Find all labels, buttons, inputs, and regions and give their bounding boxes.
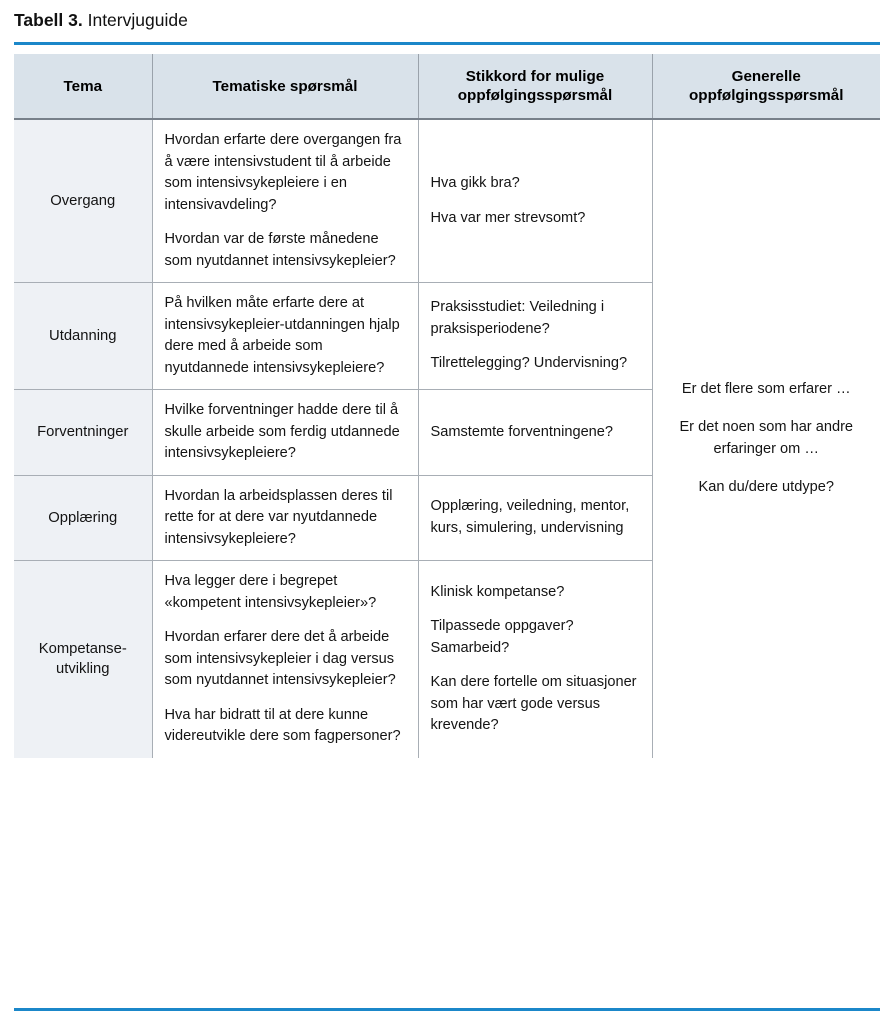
header-line: Tema	[63, 77, 103, 95]
keyword-paragraph: Kan dere fortelle om situasjoner som har vært gode versus krevende?	[430, 674, 637, 734]
caption-text: Intervjuguide	[82, 10, 188, 30]
column-header-tema	[14, 54, 152, 119]
table-header	[14, 54, 880, 119]
cell-tematiske-sporsmal	[152, 561, 418, 758]
cell-tematiske-sporsmal	[152, 119, 418, 283]
top-accent-rule	[14, 42, 880, 45]
tema-label-line: utvikling	[56, 661, 110, 678]
question-paragraph: På hvilken måte erfarte dere at intensivsykepleier-utdanningen hjalp dere med å arbeide som nyutdannede intensivsykepleiere?	[164, 295, 400, 376]
header-line: oppfølgingsspørsmål	[457, 87, 613, 104]
cell-tematiske-sporsmal	[152, 283, 418, 390]
keyword-paragraph: Klinisk kompetanse?	[430, 583, 565, 600]
cell-tema	[14, 119, 152, 283]
interview-guide-table-wrapper	[14, 54, 880, 758]
column-header-generelle	[652, 54, 880, 119]
cell-tema	[14, 283, 152, 390]
keyword-paragraph: Opplæring, veiledning, mentor, kurs, simulering, undervisning	[430, 498, 630, 536]
tema-label-line: Kompetanse-	[38, 641, 127, 658]
header-line: oppfølgingsspørsmål	[689, 87, 844, 104]
tema-label: Utdanning	[49, 328, 117, 344]
cell-generelle-oppfolgingssporsmal	[652, 119, 880, 758]
question-paragraph: Hvilke forventninger hadde dere til å skulle arbeide som ferdig utdannede intensivsykepleiere?	[164, 402, 400, 461]
cell-tema	[14, 390, 152, 476]
cell-stikkord	[418, 561, 652, 758]
cell-stikkord	[418, 475, 652, 561]
cell-stikkord	[418, 119, 652, 283]
caption-label: Tabell 3.	[14, 10, 83, 30]
cell-tema	[14, 561, 152, 758]
header-row	[14, 54, 880, 119]
cell-tema	[14, 475, 152, 561]
tema-label: Opplæring	[48, 509, 118, 526]
cell-stikkord	[418, 390, 652, 476]
tema-label: Overgang	[50, 193, 116, 209]
cell-tematiske-sporsmal	[152, 475, 418, 561]
keyword-paragraph: Tilrettelegging? Undervisning?	[430, 355, 628, 372]
keyword-paragraph: Samstemte forventningene?	[430, 423, 614, 440]
general-followup-paragraph: Kan du/dere utdype?	[698, 479, 834, 496]
table-caption	[0, 0, 894, 31]
keyword-paragraph: Hva gikk bra?	[430, 175, 520, 191]
general-followup-paragraph: Er det flere som erfarer …	[681, 380, 851, 397]
table-body	[14, 119, 880, 758]
question-paragraph: Hva har bidratt til at dere kunne videreutvikle dere som fagpersoner?	[164, 706, 401, 744]
column-header-tematiske-sporsmal	[152, 54, 418, 119]
tema-label: Forventninger	[37, 424, 129, 441]
header-line: Tematiske spørsmål	[212, 77, 358, 95]
cell-tematiske-sporsmal	[152, 390, 418, 476]
keyword-paragraph: Tilpassede oppgaver? Samarbeid?	[430, 618, 574, 656]
question-paragraph: Hvordan la arbeidsplassen deres til rette for at dere var nyutdannede intensivsykepleiere?	[164, 487, 393, 547]
cell-stikkord	[418, 283, 652, 390]
header-line: Stikkord for mulige	[465, 68, 605, 85]
table-row	[14, 119, 880, 283]
question-paragraph: Hvordan erfarer dere det å arbeide som intensivsykepleier i dag versus som nyutdannet intensivsykepleier?	[164, 629, 396, 688]
bottom-accent-rule	[14, 1008, 880, 1011]
question-paragraph: Hvordan var de første månedene som nyutdannet intensivsykepleier?	[164, 231, 396, 269]
keyword-paragraph: Hva var mer strevsomt?	[430, 209, 586, 226]
general-followup-paragraph: Er det noen som har andre erfaringer om …	[679, 419, 854, 457]
interview-guide-table	[14, 54, 880, 758]
question-paragraph: Hva legger dere i begrepet «kompetent intensivsykepleier»?	[164, 573, 377, 611]
keyword-paragraph: Praksisstudiet: Veiledning i praksisperiodene?	[430, 299, 605, 337]
header-line: Generelle	[731, 68, 801, 85]
question-paragraph: Hvordan erfarte dere overgangen fra å være intensivstudent til å arbeide som intensivsykepleiere i en intensivavdeling?	[164, 132, 402, 213]
column-header-stikkord	[418, 54, 652, 119]
